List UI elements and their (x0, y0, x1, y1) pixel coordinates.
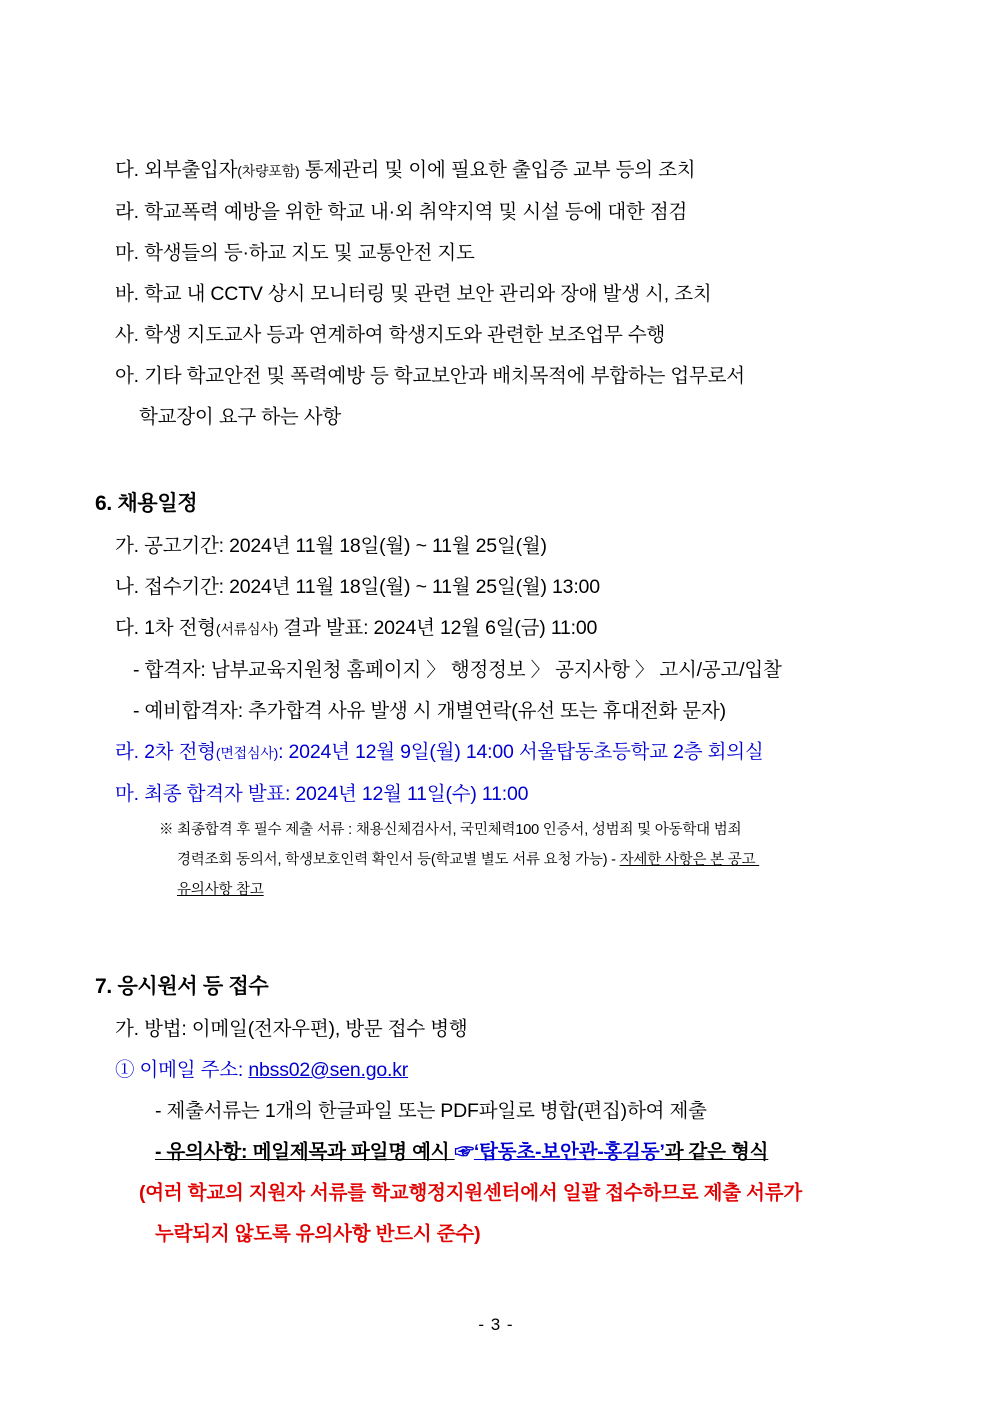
item-label: 접수기간: (144, 576, 230, 598)
item-post: : 2024년 12월 9일(월) 14:00 서울탑동초등학교 2층 회의실 (278, 741, 764, 763)
duty-item-ra (95, 192, 897, 233)
duty-marker: 바. (115, 283, 139, 305)
duty-paren: (차량포함) (237, 163, 300, 179)
item-text: 1차 전형 (144, 617, 216, 639)
spacer (95, 438, 897, 482)
item-marker: 가. (115, 1018, 139, 1040)
duty-text: 기타 학교안전 및 폭력예방 등 학교보안과 배치목적에 부합하는 업무로서 (144, 365, 745, 387)
duty-text: 학교폭력 예방을 위한 학교 내·외 취약지역 및 시설 등에 대한 점검 (144, 201, 688, 223)
item-label: 공고기간: (144, 535, 230, 557)
schedule-note-line-2 (95, 845, 897, 875)
schedule-item-ra (95, 732, 897, 774)
note-mark: ※ (159, 822, 174, 838)
warning-line-1: (여러 학교의 지원자 서류를 학교행정지원센터에서 일괄 접수하므로 제출 서류가 (139, 1182, 803, 1204)
caution-post: 과 같은 형식 (664, 1141, 769, 1163)
duty-marker: 다. (115, 159, 139, 181)
caution-label: - 유의사항: 메일제목과 파일명 예시 (155, 1141, 455, 1163)
apply-item-ga (95, 1009, 897, 1050)
duty-item-sa (95, 315, 897, 356)
apply-email-line (95, 1050, 897, 1091)
duty-marker: 아. (115, 365, 139, 387)
duty-text: 학생들의 등·하교 지도 및 교통안전 지도 (144, 242, 475, 264)
item-text: 2차 전형 (144, 741, 216, 763)
item-marker: 라. (115, 741, 139, 763)
schedule-note-line-1 (95, 815, 897, 845)
duty-marker: 라. (115, 201, 139, 223)
apply-dash-item-2 (95, 1132, 897, 1173)
note-underline: 자세한 사항은 본 공고 (619, 852, 756, 868)
email-address-link[interactable]: nbss02@sen.go.kr (248, 1059, 409, 1081)
warning-line-2: 누락되지 않도록 유의사항 반드시 준수) (155, 1223, 481, 1245)
item-marker: 가. (115, 535, 139, 557)
duty-rest: 통제관리 및 이에 필요한 출입증 교부 등의 조치 (299, 159, 696, 181)
duty-marker: 마. (115, 242, 139, 264)
duty-item-ma (95, 233, 897, 274)
page-number: - 3 - (478, 1315, 514, 1334)
duty-item-ba (95, 274, 897, 315)
duty-item-a-continuation: 학교장이 요구 하는 사항 (139, 406, 342, 428)
item-text: 최종 합격자 발표: 2024년 12월 11일(수) 11:00 (144, 783, 529, 805)
note-paren: (학교별 별도 서류 요청 가능) (430, 852, 608, 868)
schedule-item-na (95, 567, 897, 608)
item-text: 방법: 이메일(전자우편), 방문 접수 병행 (144, 1018, 468, 1040)
item-value: 2024년 11월 18일(월) ~ 11월 25일(월) 13:00 (229, 576, 600, 598)
schedule-item-ga (95, 526, 897, 567)
spacer (95, 905, 897, 965)
note-text: 경력조회 동의서, 학생보호인력 확인서 등 (177, 852, 431, 868)
item-value: 2024년 11월 18일(월) ~ 11월 25일(월) (229, 535, 547, 557)
duty-item-da (95, 150, 897, 192)
schedule-dash-item-2: - 예비합격자: 추가합격 사유 발생 시 개별연락(유선 또는 휴대전화 문자) (133, 700, 726, 722)
schedule-dash-item-1: - 합격자: 남부교육지원청 홈페이지 〉 행정정보 〉 공지사항 〉 고시/공고/입찰 (133, 659, 782, 681)
item-marker: 마. (115, 783, 139, 805)
duty-text: 학교 내 CCTV 상시 모니터링 및 관련 보안 관리와 장애 발생 시, 조치 (144, 283, 712, 305)
email-label: 이메일 주소: (139, 1059, 249, 1081)
schedule-item-da (95, 608, 897, 650)
duty-text: 학생 지도교사 등과 연계하여 학생지도와 관련한 보조업무 수행 (144, 324, 666, 346)
schedule-note-line-3 (95, 875, 897, 905)
apply-dash-item-1: - 제출서류는 1개의 한글파일 또는 PDF파일로 병합(편집)하여 제출 (155, 1100, 707, 1122)
filename-example: ‘탑동초-보안관-홍길동’ (473, 1141, 665, 1163)
pointer-icon: ☞ (454, 1141, 474, 1163)
note-sep: - (607, 852, 620, 868)
item-marker: 다. (115, 617, 139, 639)
item-paren: (면접심사) (215, 745, 279, 761)
note-text: 최종합격 후 필수 제출 서류 : 채용신체검사서, 국민체력100 인증서, 성범죄 및 아동학대 범죄 (177, 822, 742, 838)
section-6-title: 6. 채용일정 (95, 492, 198, 515)
item-paren: (서류심사) (215, 621, 279, 637)
note-underline-cont: 유의사항 참고 (177, 882, 264, 898)
item-post: 결과 발표: 2024년 12월 6일(금) 11:00 (278, 617, 598, 639)
circled-number-icon: ① (115, 1059, 135, 1081)
duty-item-a (95, 356, 897, 397)
section-7-title: 7. 응시원서 등 접수 (95, 975, 269, 998)
duty-text: 외부출입자 (144, 159, 238, 181)
duty-marker: 사. (115, 324, 139, 346)
schedule-item-ma (95, 774, 897, 815)
item-marker: 나. (115, 576, 139, 598)
